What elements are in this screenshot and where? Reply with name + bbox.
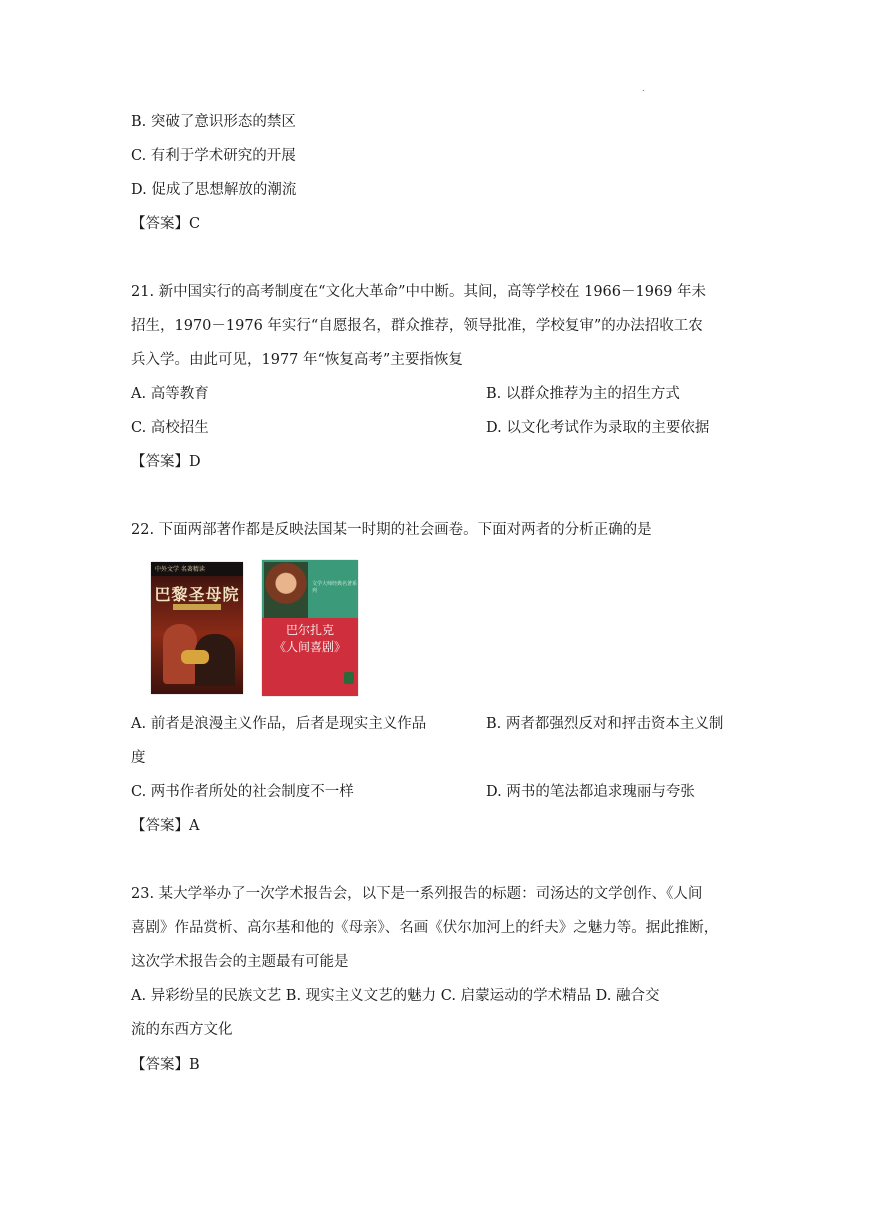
q22-option-a: A. 前者是浪漫主义作品，后者是现实主义作品 <box>131 716 427 732</box>
book2-portrait-image <box>264 562 308 618</box>
q21-option-c: C. 高校招生 <box>131 420 209 436</box>
q20-option-b: B. 突破了意识形态的禁区 <box>131 114 296 130</box>
page-dot: . <box>642 84 645 93</box>
q23-stem-line1: 23. 某大学举办了一次学术报告会，以下是一系列报告的标题：司汤达的文学创作、《人间 <box>131 886 703 902</box>
q21-option-d: D. 以文化考试作为录取的主要依据 <box>486 420 710 436</box>
book-cover-human-comedy <box>262 560 358 696</box>
q20-answer: 【答案】C <box>131 216 201 232</box>
book2-badge <box>344 672 354 684</box>
book2-title <box>262 622 358 656</box>
q21-option-b: B. 以群众推荐为主的招生方式 <box>486 386 680 402</box>
q23-options-line1: A. 异彩纷呈的民族文艺 B. 现实主义文艺的魅力 C. 启蒙运动的学术精品 D. 融合交 <box>131 988 660 1004</box>
book1-band-text: 中外文学 名著精读 <box>155 566 205 573</box>
q21-stem-line1: 21. 新中国实行的高考制度在“文化大革命”中中断。其间，高等学校在 1966－1969 年未 <box>131 284 707 300</box>
q22-option-b-continued: 度 <box>131 750 146 766</box>
q23-answer: 【答案】B <box>131 1057 200 1073</box>
q22-option-d: D. 两书的笔法都追求瑰丽与夸张 <box>486 784 695 800</box>
q22-answer: 【答案】A <box>131 818 200 834</box>
q21-stem-line3: 兵入学。由此可见，1977 年“恢复高考”主要指恢复 <box>131 352 463 368</box>
q20-option-d: D. 促成了思想解放的潮流 <box>131 182 297 198</box>
q21-stem-line2: 招生，1970－1976 年实行“自愿报名，群众推荐，领导批准，学校复审”的办法招收工农 <box>131 318 703 334</box>
q23-options-line2: 流的东西方文化 <box>131 1022 233 1038</box>
book2-title-line2: 《人间喜剧》 <box>273 640 346 654</box>
q20-option-c: C. 有利于学术研究的开展 <box>131 148 296 164</box>
book1-gold-ornament <box>181 650 209 664</box>
q22-stem: 22. 下面两部著作都是反映法国某一时期的社会画卷。下面对两者的分析正确的是 <box>131 522 652 538</box>
q21-option-a: A. 高等教育 <box>131 386 209 402</box>
q22-option-b: B. 两者都强烈反对和抨击资本主义制 <box>486 716 724 732</box>
book2-title-line1: 巴尔扎克 <box>285 623 334 637</box>
q21-answer: 【答案】D <box>131 454 201 470</box>
book-cover-notre-dame <box>151 562 243 694</box>
q23-stem-line2: 喜剧》作品赏析、高尔基和他的《母亲》、名画《伏尔加河上的纤夫》之魅力等。据此推断， <box>131 920 719 936</box>
book1-title: 巴黎圣母院 <box>154 585 240 604</box>
q22-option-c: C. 两书作者所处的社会制度不一样 <box>131 784 354 800</box>
q23-stem-line3: 这次学术报告会的主题最有可能是 <box>131 954 349 970</box>
book2-series-text: 文学大师经典名著系列 <box>312 581 358 594</box>
book1-title-ribbon <box>173 604 221 610</box>
